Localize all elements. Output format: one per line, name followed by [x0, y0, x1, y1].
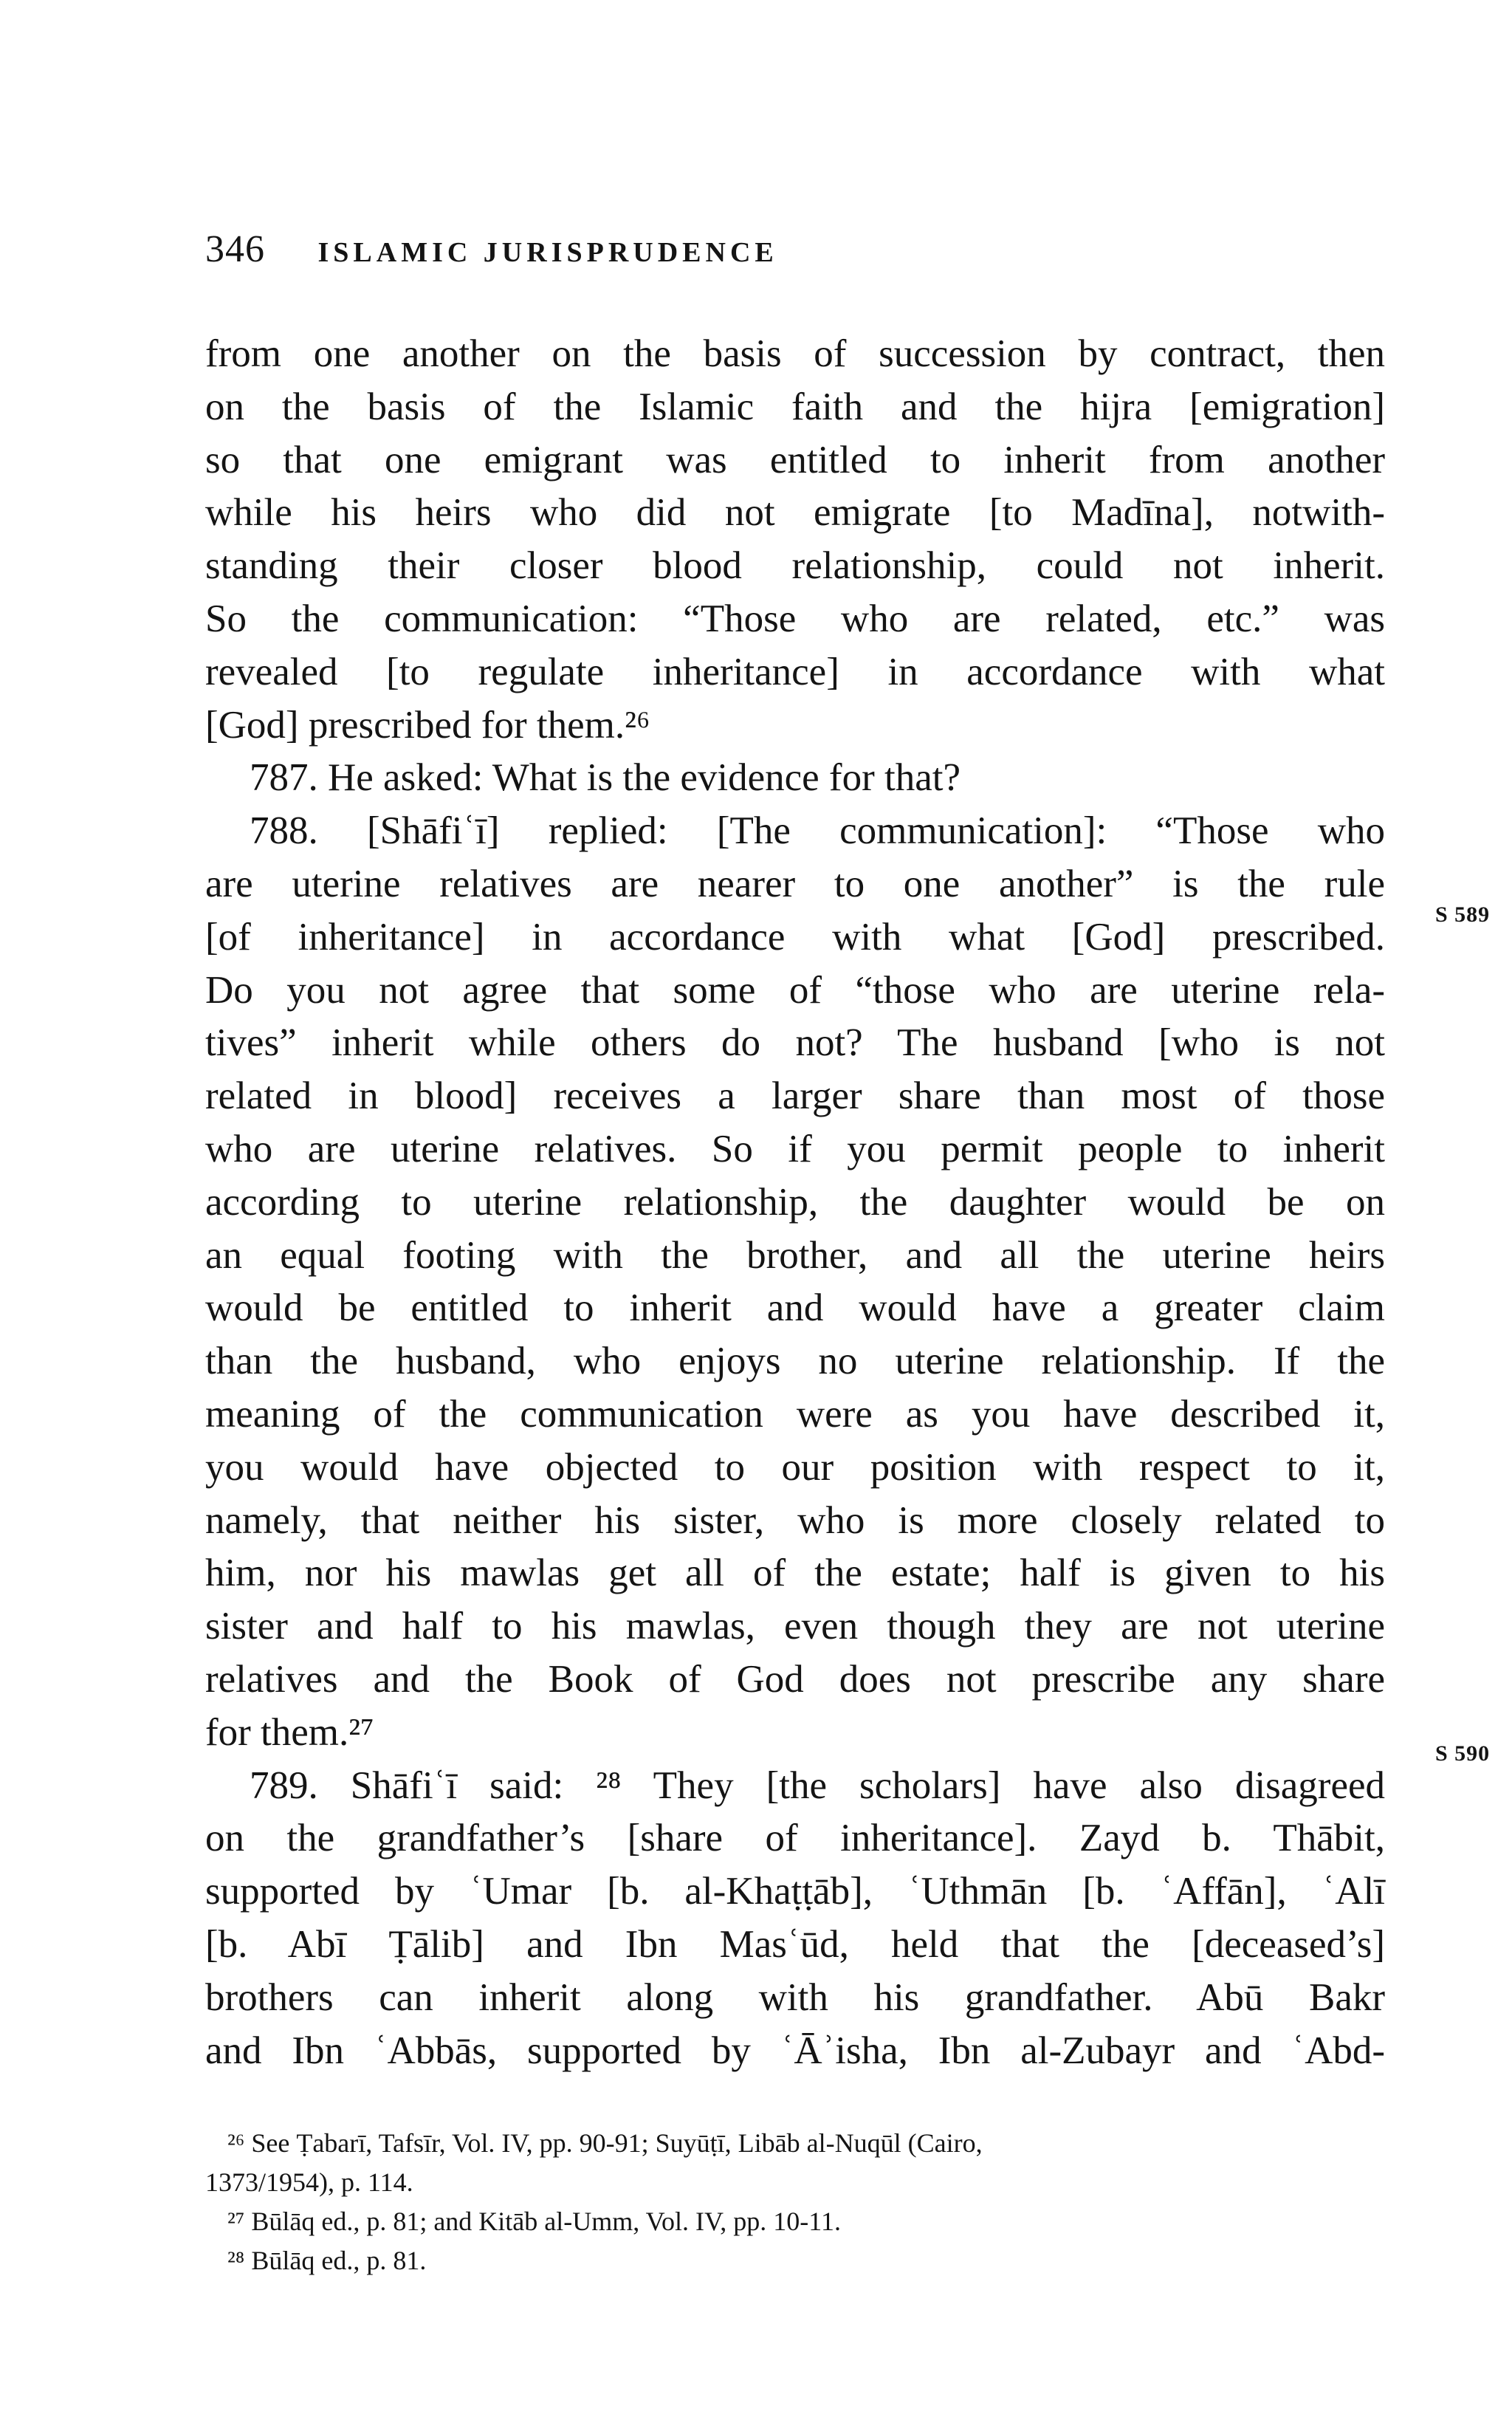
text-line: So the communication: “Those who are related, etc.” was [205, 597, 1385, 640]
text-line: you would have objected to our position with respect to it, [205, 1445, 1385, 1489]
main-text [205, 328, 1385, 2077]
text-line: and Ibn ʿAbbās, supported by ʿĀʾisha, Ibn al-Zubayr and ʿAbd- [205, 2029, 1385, 2072]
footnote-27: ²⁷ Būlāq ed., p. 81; and Kitāb al-Umm, Vol. IV, pp. 10-11. [227, 2207, 841, 2236]
page-number: 346 [205, 228, 265, 270]
text-line: revealed [to regulate inheritance] in accordance with what [205, 650, 1385, 693]
text-line: tives” inherit while others do not? The husband [who is not [205, 1021, 1385, 1065]
text-line: than the husband, who enjoys no uterine relationship. If the [205, 1340, 1385, 1383]
text-line: while his heirs who did not emigrate [to Madīna], notwith- [205, 491, 1385, 535]
text-line: are uterine relatives are nearer to one another” is the rule [205, 862, 1385, 905]
text-line: so that one emigrant was entitled to inherit from another [205, 438, 1385, 481]
text-line: for them.²⁷ [205, 1710, 374, 1754]
text-line: would be entitled to inherit and would have a greater claim [205, 1286, 1385, 1330]
text-line: from one another on the basis of succession by contract, then [205, 332, 1385, 375]
paragraph-789-start: 789. Shāfiʿī said: ²⁸ They [the scholars] have also disagreed [250, 1763, 1385, 1807]
running-head: ISLAMIC JURISPRUDENCE [317, 237, 778, 268]
text-line: [b. Abī Ṭālib] and Ibn Masʿūd, held that the [deceased’s] [205, 1922, 1385, 1966]
text-line: [of inheritance] in accordance with what [God] prescribed. [205, 915, 1385, 959]
margin-note-s589: S 589 [1435, 902, 1491, 927]
text-line: on the basis of the Islamic faith and the hijra [emigration] [205, 385, 1385, 428]
text-line: namely, that neither his sister, who is more closely related to [205, 1498, 1385, 1542]
paragraph-788-start: 788. [Shāfiʿī] replied: [The communication]: “Those who [250, 809, 1385, 853]
text-line: meaning of the communication were as you have described it, [205, 1392, 1385, 1436]
text-line: [God] prescribed for them.²⁶ [205, 703, 650, 747]
page-header [205, 227, 778, 271]
footnotes [205, 2124, 1385, 2280]
margin-note-s590: S 590 [1435, 1741, 1491, 1766]
text-line: who are uterine relatives. So if you permit people to inherit [205, 1127, 1385, 1170]
text-line: according to uterine relationship, the daughter would be on [205, 1180, 1385, 1224]
footnote-26-continued: 1373/1954), p. 114. [205, 2167, 413, 2197]
text-line: Do you not agree that some of “those who are uterine rela- [205, 968, 1385, 1012]
text-line: sister and half to his mawlas, even though they are not uterine [205, 1605, 1385, 1648]
text-line: supported by ʿUmar [b. al-Khaṭṭāb], ʿUthmān [b. ʿAffān], ʿAlī [205, 1870, 1385, 1913]
text-line: related in blood] receives a larger share than most of those [205, 1074, 1385, 1118]
text-line: standing their closer blood relationship, could not inherit. [205, 544, 1385, 588]
text-line: him, nor his mawlas get all of the estate; half is given to his [205, 1552, 1385, 1595]
footnote-26: ²⁶ See Ṭabarī, Tafsīr, Vol. IV, pp. 90-91; Suyūṭī, Libāb al-Nuqūl (Cairo, [227, 2128, 983, 2158]
text-line: on the grandfather’s [share of inheritance]. Zayd b. Thābit, [205, 1817, 1385, 1860]
paragraph-787: 787. He asked: What is the evidence for that? [250, 756, 961, 800]
text-line: brothers can inherit along with his grandfather. Abū Bakr [205, 1975, 1385, 2019]
text-line: relatives and the Book of God does not prescribe any share [205, 1657, 1385, 1701]
footnote-28: ²⁸ Būlāq ed., p. 81. [227, 2246, 427, 2275]
text-line: an equal footing with the brother, and all the uterine heirs [205, 1233, 1385, 1277]
